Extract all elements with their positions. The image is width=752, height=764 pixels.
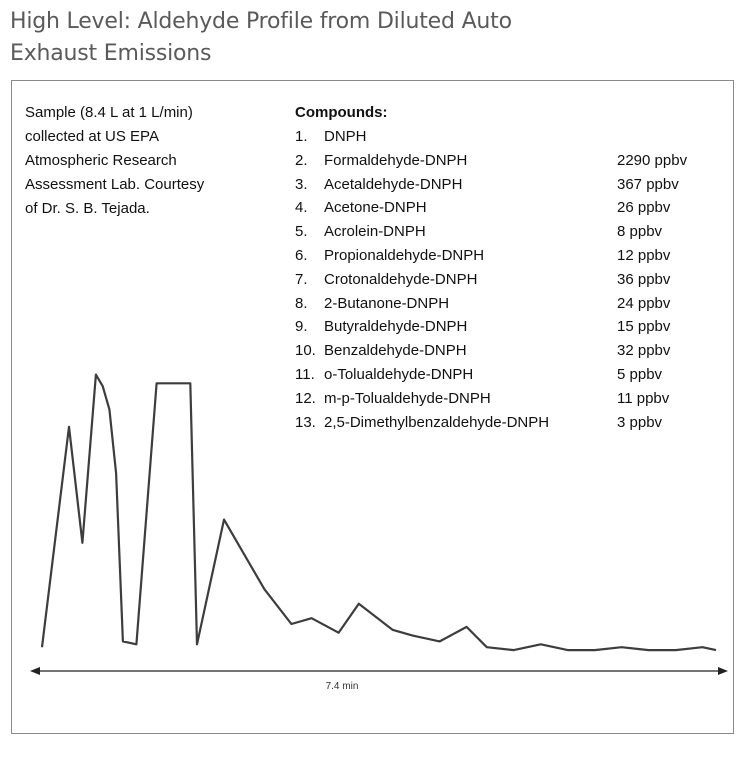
compound-number: 13. [295, 413, 316, 431]
compound-row [295, 363, 725, 387]
compound-concentration: 2290 ppbv [617, 151, 688, 169]
compound-list-heading: Compounds: [295, 104, 388, 121]
time-axis-arrow-left [30, 667, 40, 675]
compound-name: Benzaldehyde-DNPH [324, 342, 467, 360]
compound-number: 11. [295, 365, 315, 383]
compound-row [295, 411, 725, 435]
compound-number: 4. [295, 199, 308, 217]
compound-concentration: 24 ppbv [617, 294, 671, 312]
compound-name: Butyraldehyde-DNPH [324, 318, 468, 336]
compound-concentration: 26 ppbv [617, 199, 671, 217]
compound-row [295, 339, 725, 363]
compound-row [295, 149, 725, 173]
compound-name: Acrolein-DNPH [324, 223, 426, 241]
compound-number: 2. [295, 151, 308, 169]
compound-concentration: 12 ppbv [617, 246, 671, 264]
time-axis-arrow-right [718, 667, 728, 675]
compound-name: Acetaldehyde-DNPH [324, 175, 463, 193]
compound-concentration: 11 ppbv [617, 389, 670, 407]
compound-concentration: 36 ppbv [617, 270, 671, 288]
compound-concentration: 5 ppbv [617, 365, 663, 383]
compound-list [295, 101, 725, 434]
compound-row [295, 292, 725, 316]
compound-row [295, 244, 725, 268]
compound-name: m-p-Tolualdehyde-DNPH [324, 389, 491, 407]
compound-row [295, 173, 725, 197]
compound-concentration: 32 ppbv [617, 342, 671, 360]
compound-row [295, 125, 725, 149]
compound-row [295, 387, 725, 411]
compound-name: o-Tolualdehyde-DNPH [324, 365, 474, 383]
compound-concentration: 367 ppbv [617, 175, 679, 193]
figure-panel [11, 80, 734, 734]
compound-concentration: 15 ppbv [617, 318, 671, 336]
sample-description: Sample (8.4 L at 1 L/min) collected at US EPA Atmospheric Research Assessment Lab. Courtesy of Dr. S. B. Tejada. [25, 104, 205, 217]
compound-number: 7. [295, 270, 308, 288]
compound-number: 3. [295, 175, 308, 193]
compound-row [295, 268, 725, 292]
compound-number: 9. [295, 318, 308, 336]
compound-name: Propionaldehyde-DNPH [324, 246, 485, 264]
compound-number: 1. [295, 128, 308, 145]
compound-name: 2,5-Dimethylbenzaldehyde-DNPH [324, 413, 550, 431]
compound-name: Formaldehyde-DNPH [324, 151, 468, 169]
compound-name: Acetone-DNPH [324, 199, 427, 217]
compound-row [295, 196, 725, 220]
compound-row [295, 220, 725, 244]
compound-concentration: 8 ppbv [617, 223, 663, 241]
compound-rows [295, 125, 725, 434]
compound-name: DNPH [324, 128, 367, 145]
compound-row [295, 315, 725, 339]
compound-number: 12. [295, 389, 316, 407]
compound-number: 8. [295, 294, 308, 312]
compound-concentration: 3 ppbv [617, 413, 663, 431]
compound-number: 5. [295, 223, 308, 241]
page-title: High Level: Aldehyde Profile from Diluted Auto Exhaust Emissions [10, 9, 512, 66]
compound-number: 6. [295, 246, 308, 264]
time-axis-label: 7.4 min [325, 681, 359, 692]
compound-name: 2-Butanone-DNPH [324, 294, 450, 312]
compound-name: Crotonaldehyde-DNPH [324, 270, 478, 288]
compound-number: 10. [295, 342, 316, 360]
